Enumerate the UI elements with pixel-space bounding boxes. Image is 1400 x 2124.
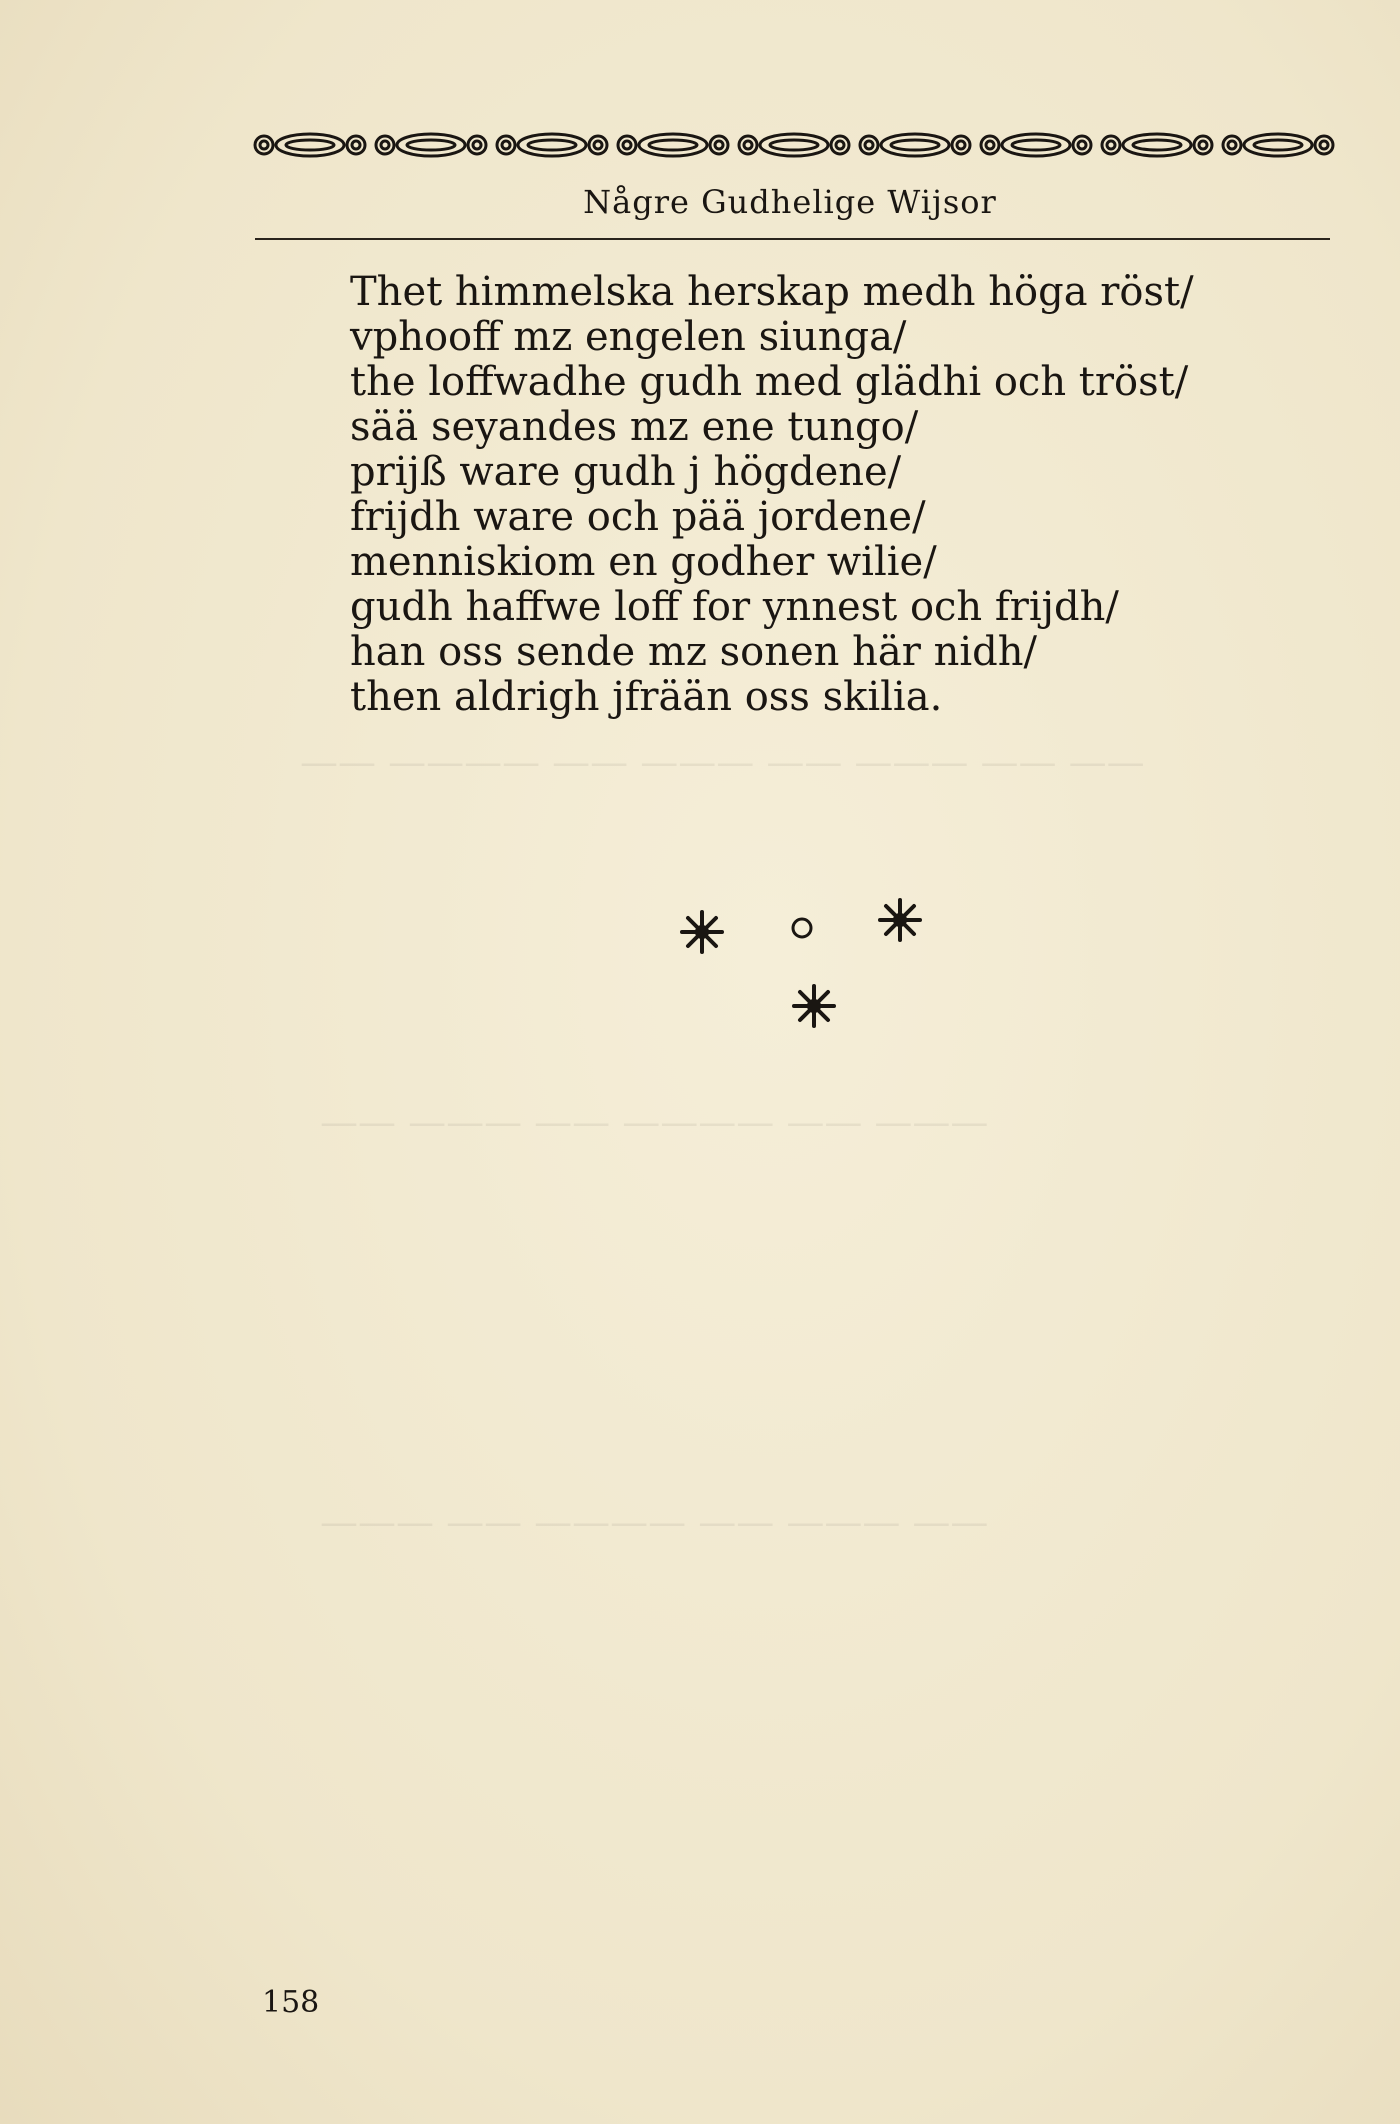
verse-line: the loffwadhe gudh med glädhi och tröst/ [350,359,1189,405]
show-through-texture: —— ——— —— ———— —— ——— [320,1500,989,1544]
running-title: Någre Gudhelige Wijsor [583,183,997,221]
verse-line: prijß ware gudh j högdene/ [350,449,902,495]
verse-line: han oss sende mz sonen här nidh/ [350,629,1037,675]
verse-line: gudh haffwe loff for ynnest och frijdh/ [350,584,1119,630]
show-through-texture: —— —— ——— —— ——— —— ———— —— [300,740,1145,784]
header-rule [255,238,1330,240]
star-separator-ornament [660,880,960,1040]
verse-stanza [350,270,1310,720]
verse-line: menniskiom en godher wilie/ [350,539,937,585]
verse-line: frijdh ware och pää jordene/ [350,494,926,540]
verse-line: sää seyandes mz ene tungo/ [350,404,919,450]
verse-line: then aldrigh jfrään oss skilia. [350,674,943,720]
verse-line: Thet himmelska herskap medh höga röst/ [350,269,1194,315]
verse-line: vphooff mz engelen siunga/ [350,314,907,360]
show-through-texture: ——— —— ———— —— ——— —— [320,1100,989,1144]
header-chain-ornament [250,130,1345,160]
page-number: 158 [262,1985,320,2020]
